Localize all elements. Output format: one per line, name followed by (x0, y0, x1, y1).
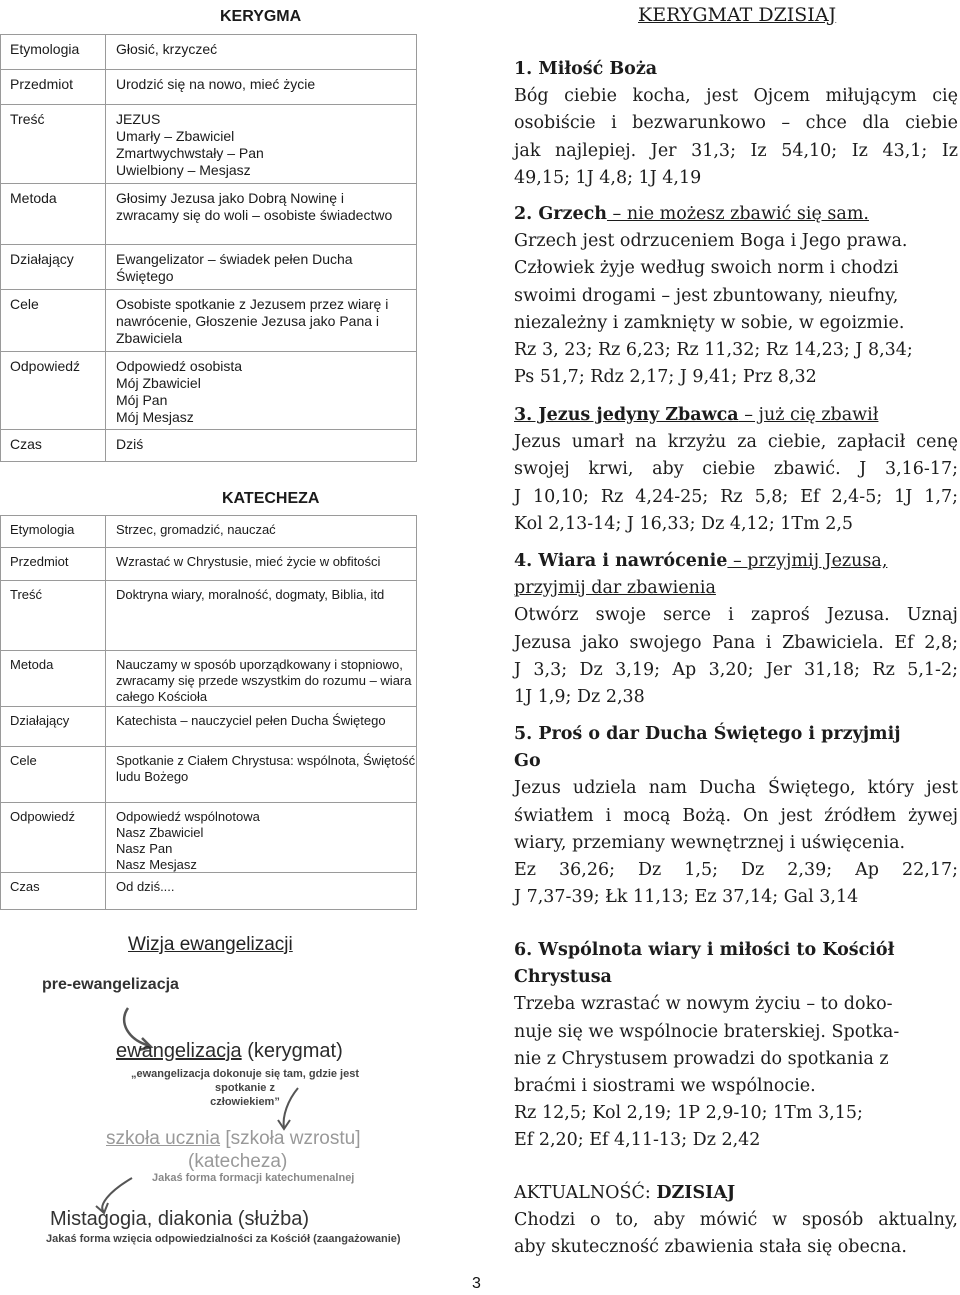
row-key: Przedmiot (0, 548, 106, 580)
section-1: 1. Miłość Boża Bóg ciebie kocha, jest Ojcem miłującym cię osobiście i bezwarunkowo – chce dla ciebie jak najlepiej. Jer 31,3; Iz 54,10; Iz 43,1; Iz 49,15; 1J 4,8; 1J 4,19 (514, 56, 958, 192)
katecheza-table-title: KATECHEZA (222, 490, 320, 507)
section-4: 4. Wiara i nawrócenie – przyjmij Jezusa, przyjmij dar zbawienia Otwórz swoje serce i zaproś Jezusa. Uznaj Jezusa jako swojego Pana i Zbawiciela. Ef 2,8; J 3,3; Dz 3,19; Ap 3,20; Jer 31,18; Rz 5,1-2; 1J 1,9; Dz 2,38 (514, 548, 958, 711)
row-value: Doktryna wiary, moralność, dogmaty, Biblia, itd (106, 581, 417, 650)
row-value: JEZUS Umarły – Zbawiciel Zmartwychwstały – Pan Uwielbiony – Mesjasz (106, 105, 417, 183)
row-value: Spotkanie z Ciałem Chrystusa: wspólnota, Świętość ludu Bożego (106, 747, 417, 802)
table-row (0, 803, 417, 873)
row-key: Etymologia (0, 516, 106, 547)
row-key: Metoda (0, 651, 106, 706)
row-key: Treść (0, 581, 106, 650)
table-row (0, 245, 417, 290)
row-value: Głosić, krzyczeć (106, 35, 417, 69)
row-key: Działający (0, 707, 106, 746)
section-2: 2. Grzech – nie możesz zbawić się sam. Grzech jest odrzuceniem Boga i Jego prawa. Człowiek żyje według swoich norm i chodzi swoimi drogami – jest zbuntowany, nieufny, niezależny i zamknięty w sobie, w egoizmie. Rz 3, 23; Rz 6,23; Rz 11,32; Rz 14,23; J 8,34; Ps 51,7; Rdz 2,17; J 9,41; Prz 8,32 (514, 201, 958, 391)
row-key: Treść (0, 105, 106, 183)
table-row (0, 515, 417, 548)
row-key: Czas (0, 430, 106, 461)
section-heading: 6. Wspólnota wiary i miłości to Kościół (514, 940, 895, 960)
section-6: 6. Wspólnota wiary i miłości to Kościół Chrystusa Trzeba wzrastać w nowym życiu – to doko- nuje się we wspólnocie braterskiej. Spotka- nie z Chrystusem prowadzi do spotkania z braćmi i siostrami we wspólnocie. Rz 12,5; Kol 2,19; 1P 2,9-10; 1Tm 3,15; Ef 2,20; Ef 4,11-13; Dz 2,42 (514, 937, 958, 1155)
row-key: Działający (0, 245, 106, 289)
section-actuality: AKTUALNOŚĆ: DZISIAJ Chodzi o to, aby mówić w sposób aktualny, aby skuteczność zbawienia stała się obecna. (514, 1180, 958, 1262)
row-value: Osobiste spotkanie z Jezusem przez wiarę i nawrócenie, Głoszenie Jezusa jako Pana i Zbawiciela (106, 290, 417, 351)
table-row (0, 581, 417, 651)
row-value: Głosimy Jezusa jako Dobrą Nowinę i zwracamy się do woli – osobiste świadectwo (106, 184, 417, 244)
kerygma-table-title: KERYGMA (220, 8, 302, 25)
catechesis-label: (katecheza) (188, 1151, 288, 1172)
row-key: Metoda (0, 184, 106, 244)
table-row (0, 184, 417, 245)
row-key: Cele (0, 290, 106, 351)
evangelization-note: „ewangelizacja dokonuje się tam, gdzie jest spotkanie z człowiekiem” (130, 1068, 359, 1108)
table-row (0, 105, 417, 184)
row-value: Od dziś.... (106, 873, 417, 909)
section-heading: 2. Grzech – nie możesz zbawić się sam. (514, 204, 869, 224)
table-row (0, 747, 417, 803)
row-value: Odpowiedź wspólnotowa Nasz Zbawiciel Nasz Pan Nasz Mesjasz (106, 803, 417, 872)
vision-title: Wizja ewangelizacji (128, 934, 293, 955)
table-row (0, 70, 417, 105)
section-heading: 3. Jezus jedyny Zbawca – już cię zbawił (514, 405, 879, 425)
row-value: Urodzić się na nowo, mieć życie (106, 70, 417, 104)
section-heading: AKTUALNOŚĆ: DZISIAJ (514, 1183, 736, 1203)
school-note: Jakaś forma formacji katechumenalnej (152, 1172, 355, 1184)
evangelization-label: ewangelizacja (kerygmat) (116, 1040, 343, 1062)
page-title: KERYGMAT DZISIAJ (638, 4, 837, 26)
section-heading: 5. Proś o dar Ducha Świętego i przyjmij (514, 724, 901, 744)
row-key: Czas (0, 873, 106, 909)
row-key: Przedmiot (0, 70, 106, 104)
katecheza-table (0, 515, 417, 910)
table-row (0, 873, 417, 910)
page-number: 3 (472, 1275, 481, 1292)
row-value: Odpowiedź osobista Mój Zbawiciel Mój Pan Mój Mesjasz (106, 352, 417, 429)
row-value: Katechista – nauczyciel pełen Ducha Świętego (106, 707, 417, 746)
table-row (0, 651, 417, 707)
table-row (0, 290, 417, 352)
section-heading: 1. Miłość Boża (514, 59, 658, 79)
row-key: Odpowiedź (0, 803, 106, 872)
row-key: Odpowiedź (0, 352, 106, 429)
row-key: Etymologia (0, 35, 106, 69)
row-value: Nauczamy w sposób uporządkowany i stopniowo, zwracamy się przede wszystkim do rozumu – wiara całego Kościoła (106, 651, 417, 706)
pre-evangelization-label: pre-ewangelizacja (42, 976, 179, 993)
mystagogy-label: Mistagogia, diakonia (służba) (50, 1208, 310, 1230)
table-row (0, 35, 417, 70)
section-5: 5. Proś o dar Ducha Świętego i przyjmij Go Jezus udziela nam Ducha Świętego, który jest światłem i mocą Bożą. On jest źródłem żywej wiary, przemiany wewnętrznej i uświęcenia. Ez 36,26; Dz 1,5; Dz 2,39; Ap 22,17; J 7,37-39; Łk 11,13; Ez 37,14; Gal 3,14 (514, 721, 958, 911)
table-row (0, 352, 417, 430)
mystagogy-note: Jakaś forma wzięcia odpowiedzialności za Kościół (zaangażowanie) (46, 1233, 401, 1245)
table-row (0, 707, 417, 747)
row-value: Strzec, gromadzić, nauczać (106, 516, 417, 547)
school-label: szkoła ucznia [szkoła wzrostu] (106, 1128, 361, 1149)
section-3: 3. Jezus jedyny Zbawca – już cię zbawił Jezus umarł na krzyżu za ciebie, zapłacił cenę swojej krwi, aby ciebie zbawić. J 3,16-17; J 10,10; Rz 4,24-25; Rz 5,8; Ef 2,4-5; 1J 1,7; Kol 2,13-14; J 16,33; Dz 4,12; 1Tm 2,5 (514, 402, 958, 538)
row-value: Wzrastać w Chrystusie, mieć życie w obfitości (106, 548, 417, 580)
table-row (0, 548, 417, 581)
row-value: Ewangelizator – świadek pełen Ducha Świętego (106, 245, 417, 289)
kerygma-table (0, 34, 417, 462)
row-value: Dziś (106, 430, 417, 461)
section-heading: 4. Wiara i nawrócenie – przyjmij Jezusa, (514, 551, 888, 571)
vision-diagram (0, 930, 420, 1260)
row-key: Cele (0, 747, 106, 802)
table-row (0, 430, 417, 462)
